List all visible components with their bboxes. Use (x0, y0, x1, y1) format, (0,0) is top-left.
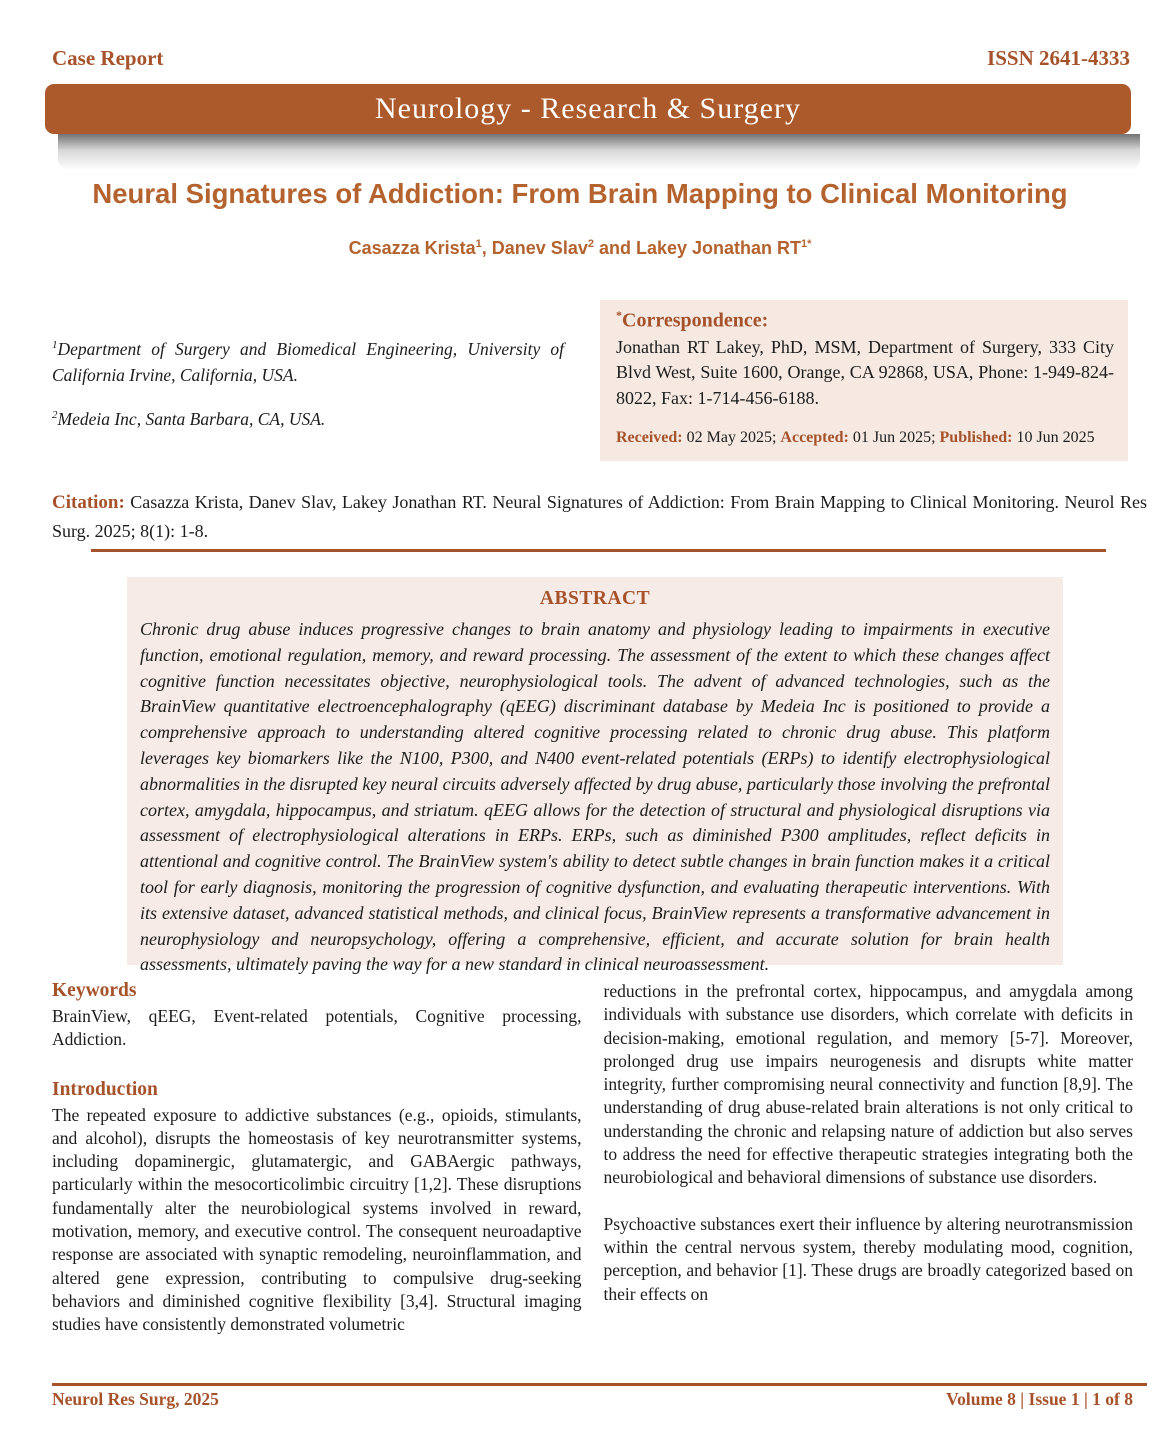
accepted-date: 01 Jun 2025; (848, 429, 940, 447)
author-1: Casazza Krista (348, 238, 476, 258)
right-column (604, 980, 1134, 1337)
correspondence-heading (616, 308, 1114, 333)
affiliation-2-text: Medeia Inc, Santa Barbara, CA, USA. (57, 408, 326, 429)
info-row (52, 300, 1128, 460)
author-2: , Danev Slav (481, 238, 588, 258)
keywords-text: BrainView, qEEG, Event-related potentials, Cognitive processing, Addiction. (52, 1006, 582, 1050)
author-1-affmark: 1 (475, 238, 482, 250)
footer (52, 1389, 1133, 1410)
masthead (52, 46, 1130, 71)
affiliations-block (52, 332, 564, 446)
footer-divider (52, 1383, 1147, 1386)
introduction-heading: Introduction (52, 1078, 158, 1100)
affiliation-1 (52, 332, 564, 388)
section-divider (91, 549, 1106, 552)
citation-label: Citation: (52, 492, 125, 513)
left-column (52, 980, 582, 1337)
body-columns (52, 980, 1133, 1337)
correspondence-heading-text: Correspondence: (622, 309, 769, 332)
article-title: Neural Signatures of Addiction: From Brain Mapping to Clinical Monitoring (92, 178, 1068, 209)
affiliation-2 (52, 402, 564, 432)
introduction-paragraph-1: The repeated exposure to addictive substances (e.g., opioids, stimulants, and alcohol), disrupts the homeostasis of key neurotransmitter systems, including dopaminergic, glutamatergic, and GABAergic pathways, particularly within the mesocorticolimbic circuitry [1,2]. These disruptions fundamentally alter the neurobiological systems involved in reward, motivation, memory, and executive control. The consequent neuroadaptive response are associated with synaptic remodeling, neuroinflammation, and altered gene expression, contributing to compulsive drug-seeking behaviors and diminished cognitive flexibility [3,4]. Structural imaging studies have consistently demonstrated volumetric (52, 1104, 582, 1335)
footer-journal: Neurol Res Surg, 2025 (52, 1389, 219, 1409)
footer-page-info: Volume 8 | Issue 1 | 1 of 8 (946, 1389, 1133, 1409)
affiliation-1-text: Department of Surgery and Biomedical Engineering, University of California Irvine, California, USA. (52, 338, 564, 385)
correspondence-address: Jonathan RT Lakey, PhD, MSM, Department of Surgery, 333 City Blvd West, Suite 1600, Orange, CA 92868, USA, Phone: 1-949-824-8022, Fax: 1-714-456-6188. (616, 336, 1114, 408)
correspondence-panel (600, 300, 1128, 461)
affiliation-2-mark: 2 (52, 408, 58, 421)
authors-line (30, 238, 1130, 259)
author-3-affmark: 1* (801, 238, 812, 250)
article-type-label: Case Report (52, 46, 164, 70)
abstract-text: Chronic drug abuse induces progressive changes to brain anatomy and physiology leading to impairments in executive function, emotional regulation, memory, and reward processing. The assessment of the extent to which these changes affect cognitive function necessitates objective, neurophysiological tools. The advent of advanced technologies, such as the BrainView quantitative electroencephalography (qEEG) discriminant database by Medeia Inc is positioned to provide a comprehensive approach to understanding altered cognitive processing related to chronic drug abuse. This platform leverages key biomarkers like the N100, P300, and N400 event-related potentials (ERPs) to identify electrophysiological abnormalities in the disrupted key neural circuits adversely affected by drug abuse, particularly those involving the prefrontal cortex, amygdala, hippocampus, and striatum. qEEG allows for the detection of structural and physiological disruptions via assessment of electrophysiological alterations in ERPs. ERPs, such as diminished P300 amplitudes, reflect deficits in attentional and cognitive control. The BrainView system's ability to detect subtle changes in brain function makes it a critical tool for early diagnosis, monitoring the progression of cognitive dysfunction, and evaluating therapeutic interventions. With its extensive dataset, advanced statistical methods, and clinical focus, BrainView represents a transformative advancement in neurophysiology and neuropsychology, offering a comprehensive, efficient, and accurate solution for brain health assessments, ultimately paving the way for a new standard in clinical neuroassessment. (140, 619, 1050, 975)
citation-text: Casazza Krista, Danev Slav, Lakey Jonathan RT. Neural Signatures of Addiction: From Brain Mapping to Clinical Monitoring. Neurol Res Surg. 2025; 8(1): 1-8. (52, 492, 1147, 541)
correspondence-star: * (616, 308, 622, 322)
affiliation-1-mark: 1 (52, 339, 58, 351)
abstract-panel (127, 577, 1063, 975)
published-label: Published: (939, 429, 1013, 447)
article-dates (616, 429, 1114, 447)
banner-shadow (58, 134, 1140, 170)
introduction-paragraph-2: Psychoactive substances exert their influence by altering neurotransmission within the central nervous system, thereby modulating mood, cognition, perception, and behavior [1]. These drugs are broadly categorized based on their effects on (603, 1213, 1133, 1304)
received-date: 02 May 2025; (682, 429, 781, 447)
author-2-affmark: 2 (587, 238, 594, 250)
received-label: Received: (616, 429, 683, 447)
abstract-heading: ABSTRACT (539, 588, 651, 609)
citation-block (52, 488, 1147, 545)
journal-banner (45, 84, 1131, 134)
published-date: 10 Jun 2025 (1012, 429, 1095, 447)
keywords-heading: Keywords (52, 980, 137, 1001)
accepted-label: Accepted: (780, 429, 849, 447)
journal-name: Neurology - Research & Surgery (374, 92, 801, 125)
introduction-paragraph-1-continued: reductions in the prefrontal cortex, hippocampus, and amygdala among individuals with substance use disorders, which correlate with deficits in decision-making, emotional regulation, and memory [5-7]. Moreover, prolonged drug use impairs neurogenesis and disrupts white matter integrity, further compromising neural connectivity and function [8,9]. The understanding of drug abuse-related brain alterations is not only critical to understanding the chronic and relapsing nature of addiction but also serves to address the need for effective therapeutic strategies integrating both the neurobiological and behavioral dimensions of substance use disorders. (603, 981, 1133, 1188)
issn-number: ISSN 2641-4333 (987, 46, 1130, 70)
author-3: and Lakey Jonathan RT (593, 238, 802, 258)
